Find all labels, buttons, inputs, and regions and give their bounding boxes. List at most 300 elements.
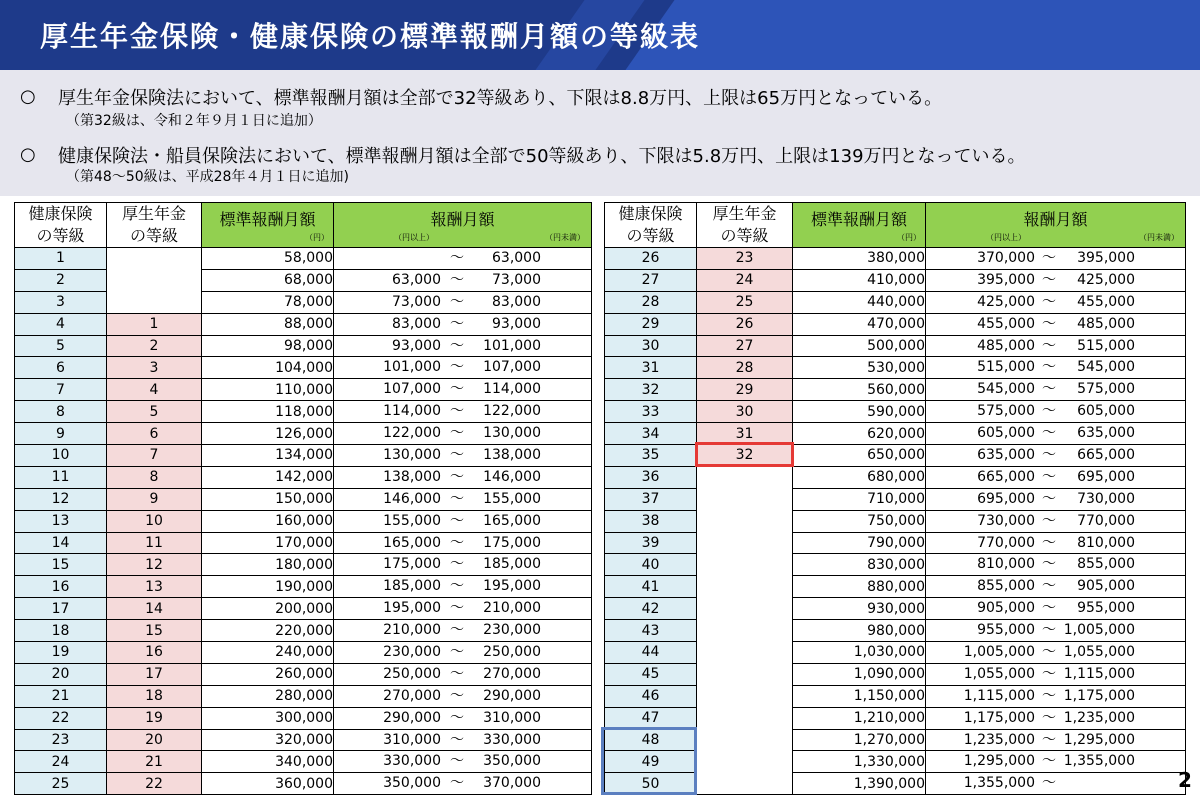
- range-low: 73,000: [392, 293, 441, 310]
- tilde-mark: ～: [1042, 381, 1056, 398]
- range-low: 1,355,000: [963, 775, 1035, 792]
- range-high: 770,000: [1077, 512, 1135, 529]
- nenkin-grade-cell: 10: [107, 510, 202, 532]
- range-cell: [926, 313, 1186, 335]
- range-low: 101,000: [383, 359, 441, 376]
- nenkin-grade-cell: 4: [107, 379, 202, 401]
- kenpo-grade-cell: 27: [605, 269, 697, 291]
- range-high: 1,005,000: [1063, 622, 1135, 639]
- range-high: 230,000: [483, 622, 541, 639]
- nenkin-grade-cell: 3: [107, 357, 202, 379]
- standard-amount-cell: 88,000: [202, 313, 334, 335]
- tilde-mark: ～: [1042, 359, 1056, 376]
- kenpo-grade-cell: 30: [605, 335, 697, 357]
- intro-text-1: 厚生年金保険法において、標準報酬月額は全部で32等級あり、下限は8.8万円、上限は65万円となっている。: [58, 88, 943, 109]
- range-high: 605,000: [1077, 403, 1135, 420]
- table-row: [15, 379, 592, 401]
- table-row: [605, 663, 1186, 685]
- standard-amount-cell: 220,000: [202, 620, 334, 642]
- range-cell: [926, 488, 1186, 510]
- range-cell: [334, 335, 592, 357]
- range-high: 370,000: [483, 775, 541, 792]
- range-cell: [334, 379, 592, 401]
- range-low: 1,235,000: [963, 731, 1035, 748]
- nenkin-grade-blank: [107, 248, 202, 314]
- tilde-mark: ～: [1042, 644, 1056, 661]
- range-low: 63,000: [392, 271, 441, 288]
- table-row: [15, 598, 592, 620]
- page-title: 厚生年金保険・健康保険の標準報酬月額の等級表: [40, 20, 701, 53]
- range-cell: [926, 357, 1186, 379]
- range-low: 515,000: [977, 359, 1035, 376]
- range-high: 1,055,000: [1063, 644, 1135, 661]
- range-cell: [334, 751, 592, 773]
- grade-table-right: [604, 202, 1186, 795]
- nenkin-grade-cell: 23: [697, 248, 793, 270]
- kenpo-grade-cell: 19: [15, 642, 107, 664]
- range-high: 122,000: [483, 403, 541, 420]
- tilde-mark: ～: [450, 490, 464, 507]
- range-cell: [926, 379, 1186, 401]
- tilde-mark: ～: [450, 709, 464, 726]
- kenpo-grade-cell: 21: [15, 685, 107, 707]
- grade-table-left: [14, 202, 592, 795]
- kenpo-grade-cell: 5: [15, 335, 107, 357]
- nenkin-grade-cell: 30: [697, 401, 793, 423]
- range-low: 83,000: [392, 315, 441, 332]
- tilde-mark: ～: [450, 468, 464, 485]
- range-cell: [926, 269, 1186, 291]
- range-high: 93,000: [492, 315, 541, 332]
- kenpo-grade-cell: 35: [605, 445, 697, 467]
- tilde-mark: ～: [1042, 687, 1056, 704]
- range-cell: [334, 729, 592, 751]
- range-high: 138,000: [483, 447, 541, 464]
- kenpo-grade-cell: 49: [605, 751, 697, 773]
- kenpo-grade-cell: 6: [15, 357, 107, 379]
- kenpo-grade-cell: 16: [15, 576, 107, 598]
- table-row: [605, 248, 1186, 270]
- range-cell: [334, 642, 592, 664]
- range-low: 310,000: [383, 731, 441, 748]
- range-cell: [926, 773, 1186, 795]
- kenpo-grade-cell: 10: [15, 445, 107, 467]
- tilde-mark: ～: [1042, 425, 1056, 442]
- standard-amount-cell: 590,000: [793, 401, 926, 423]
- nenkin-grade-cell: 17: [107, 663, 202, 685]
- range-low: 270,000: [383, 687, 441, 704]
- table-row: [605, 423, 1186, 445]
- range-low: 175,000: [383, 556, 441, 573]
- table-row: [15, 751, 592, 773]
- kenpo-grade-cell: 33: [605, 401, 697, 423]
- tilde-mark: ～: [450, 425, 464, 442]
- standard-amount-cell: 1,210,000: [793, 707, 926, 729]
- kenpo-grade-cell: 38: [605, 510, 697, 532]
- standard-amount-cell: 200,000: [202, 598, 334, 620]
- standard-amount-cell: 380,000: [793, 248, 926, 270]
- header-nenkin-grade: 厚生年金 の等級: [107, 203, 202, 248]
- range-high: 635,000: [1077, 425, 1135, 442]
- range-cell: [334, 773, 592, 795]
- kenpo-grade-cell: 42: [605, 598, 697, 620]
- range-high: 310,000: [483, 709, 541, 726]
- range-low: 730,000: [977, 512, 1035, 529]
- range-high: 107,000: [483, 359, 541, 376]
- nenkin-grade-cell: 26: [697, 313, 793, 335]
- range-low: 230,000: [383, 644, 441, 661]
- range-high: 165,000: [483, 512, 541, 529]
- standard-amount-cell: 142,000: [202, 466, 334, 488]
- standard-amount-cell: 260,000: [202, 663, 334, 685]
- nenkin-grade-cell: 11: [107, 532, 202, 554]
- kenpo-grade-cell: 26: [605, 248, 697, 270]
- standard-amount-cell: 470,000: [793, 313, 926, 335]
- standard-amount-cell: 104,000: [202, 357, 334, 379]
- range-high: 130,000: [483, 425, 541, 442]
- standard-amount-cell: 560,000: [793, 379, 926, 401]
- kenpo-grade-cell: 1: [15, 248, 107, 270]
- nenkin-grade-cell: 18: [107, 685, 202, 707]
- table-row: [15, 488, 592, 510]
- standard-amount-cell: 170,000: [202, 532, 334, 554]
- nenkin-grade-cell: 29: [697, 379, 793, 401]
- standard-amount-cell: 1,330,000: [793, 751, 926, 773]
- tilde-mark: ～: [1042, 775, 1056, 792]
- header-kenpo-grade: 健康保険 の等級: [15, 203, 107, 248]
- range-cell: [926, 532, 1186, 554]
- tilde-mark: ～: [450, 556, 464, 573]
- range-low: 575,000: [977, 403, 1035, 420]
- range-low: 185,000: [383, 578, 441, 595]
- kenpo-grade-cell: 8: [15, 401, 107, 423]
- range-cell: [334, 313, 592, 335]
- range-cell: [334, 663, 592, 685]
- range-cell: [926, 751, 1186, 773]
- kenpo-grade-cell: 45: [605, 663, 697, 685]
- table-row: [15, 773, 592, 795]
- range-cell: [334, 269, 592, 291]
- bullet-icon: ○: [20, 144, 36, 165]
- tilde-mark: ～: [1042, 271, 1056, 288]
- table-row: [605, 291, 1186, 313]
- intro-note-1: （第32級は、令和２年９月１日に追加）: [66, 113, 322, 129]
- kenpo-grade-cell: 31: [605, 357, 697, 379]
- kenpo-grade-cell: 25: [15, 773, 107, 795]
- kenpo-grade-cell: 4: [15, 313, 107, 335]
- range-low: 165,000: [383, 534, 441, 551]
- standard-amount-cell: 126,000: [202, 423, 334, 445]
- standard-amount-cell: 78,000: [202, 291, 334, 313]
- range-high: 395,000: [1077, 250, 1135, 266]
- table-row: [605, 598, 1186, 620]
- range-high: 250,000: [483, 644, 541, 661]
- range-high: 515,000: [1077, 337, 1135, 354]
- table-row: [605, 335, 1186, 357]
- range-low: 195,000: [383, 600, 441, 617]
- kenpo-grade-cell: 22: [15, 707, 107, 729]
- nenkin-grade-cell: 31: [697, 423, 793, 445]
- table-row: [605, 510, 1186, 532]
- nenkin-grade-cell: 6: [107, 423, 202, 445]
- range-low: 370,000: [977, 250, 1035, 266]
- kenpo-grade-cell: 7: [15, 379, 107, 401]
- kenpo-grade-cell: 12: [15, 488, 107, 510]
- tilde-mark: ～: [450, 403, 464, 420]
- table-row: [605, 620, 1186, 642]
- range-low: 155,000: [383, 512, 441, 529]
- range-cell: [334, 466, 592, 488]
- tilde-mark: ～: [1042, 293, 1056, 310]
- range-low: 146,000: [383, 490, 441, 507]
- standard-amount-cell: 1,030,000: [793, 642, 926, 664]
- standard-amount-cell: 118,000: [202, 401, 334, 423]
- kenpo-grade-cell: 11: [15, 466, 107, 488]
- table-row: [15, 620, 592, 642]
- range-cell: [334, 423, 592, 445]
- standard-amount-cell: 180,000: [202, 554, 334, 576]
- range-low: 1,175,000: [963, 709, 1035, 726]
- nenkin-grade-cell: 5: [107, 401, 202, 423]
- kenpo-grade-cell: 17: [15, 598, 107, 620]
- range-cell: [926, 663, 1186, 685]
- tilde-mark: ～: [1042, 622, 1056, 639]
- tilde-mark: ～: [450, 337, 464, 354]
- range-cell: [926, 685, 1186, 707]
- range-high: 485,000: [1077, 315, 1135, 332]
- table-row: [15, 707, 592, 729]
- range-cell: [926, 248, 1186, 270]
- header-nenkin-grade: 厚生年金 の等級: [697, 203, 793, 248]
- tilde-mark: ～: [450, 731, 464, 748]
- kenpo-grade-cell: 44: [605, 642, 697, 664]
- nenkin-grade-cell: 22: [107, 773, 202, 795]
- range-high: 175,000: [483, 534, 541, 551]
- range-high: 1,175,000: [1063, 687, 1135, 704]
- range-low: 330,000: [383, 753, 441, 770]
- tilde-mark: ～: [450, 775, 464, 792]
- standard-amount-cell: 1,270,000: [793, 729, 926, 751]
- page-number: 2: [1178, 768, 1192, 792]
- range-cell: [334, 576, 592, 598]
- range-high: 1,295,000: [1063, 731, 1135, 748]
- table-row: [605, 576, 1186, 598]
- range-cell: [334, 510, 592, 532]
- standard-amount-cell: 1,090,000: [793, 663, 926, 685]
- range-low: 250,000: [383, 665, 441, 682]
- nenkin-grade-cell: 24: [697, 269, 793, 291]
- range-cell: [334, 685, 592, 707]
- range-cell: [334, 554, 592, 576]
- standard-amount-cell: 134,000: [202, 445, 334, 467]
- table-row: [15, 313, 592, 335]
- range-high: 955,000: [1077, 600, 1135, 617]
- tilde-mark: ～: [1042, 534, 1056, 551]
- table-row: [605, 707, 1186, 729]
- standard-amount-cell: 880,000: [793, 576, 926, 598]
- kenpo-grade-cell: 34: [605, 423, 697, 445]
- standard-amount-cell: 98,000: [202, 335, 334, 357]
- nenkin-grade-cell: 16: [107, 642, 202, 664]
- tilde-mark: ～: [450, 644, 464, 661]
- kenpo-grade-cell: 36: [605, 466, 697, 488]
- standard-amount-cell: 160,000: [202, 510, 334, 532]
- table-row: [15, 466, 592, 488]
- tilde-mark: ～: [1042, 556, 1056, 573]
- tilde-mark: ～: [450, 622, 464, 639]
- standard-amount-cell: 680,000: [793, 466, 926, 488]
- header-stripe: [625, 0, 1200, 70]
- kenpo-grade-cell: 23: [15, 729, 107, 751]
- table-row: [605, 401, 1186, 423]
- range-high: 210,000: [483, 600, 541, 617]
- table-row: [15, 554, 592, 576]
- table-row: [15, 576, 592, 598]
- kenpo-grade-cell: 48: [605, 729, 697, 751]
- nenkin-grade-cell: 25: [697, 291, 793, 313]
- range-cell: [926, 335, 1186, 357]
- table-row: [605, 532, 1186, 554]
- range-high: 73,000: [492, 271, 541, 288]
- nenkin-grade-cell: 1: [107, 313, 202, 335]
- standard-amount-cell: 980,000: [793, 620, 926, 642]
- range-cell: [926, 729, 1186, 751]
- table-row: [15, 663, 592, 685]
- range-high: 855,000: [1077, 556, 1135, 573]
- nenkin-grade-cell: 12: [107, 554, 202, 576]
- tilde-mark: ～: [1042, 578, 1056, 595]
- range-high: 730,000: [1077, 490, 1135, 507]
- nenkin-grade-cell: 13: [107, 576, 202, 598]
- range-cell: [334, 291, 592, 313]
- table-row: [15, 357, 592, 379]
- tilde-mark: ～: [450, 512, 464, 529]
- standard-amount-cell: 930,000: [793, 598, 926, 620]
- kenpo-grade-cell: 20: [15, 663, 107, 685]
- standard-amount-cell: 440,000: [793, 291, 926, 313]
- range-high: 905,000: [1077, 578, 1135, 595]
- range-cell: [926, 445, 1186, 467]
- table-row: [15, 401, 592, 423]
- standard-amount-cell: 58,000: [202, 248, 334, 270]
- kenpo-grade-cell: 32: [605, 379, 697, 401]
- range-cell: [926, 423, 1186, 445]
- tilde-mark: ～: [1042, 250, 1056, 266]
- range-cell: [926, 620, 1186, 642]
- tilde-mark: ～: [1042, 337, 1056, 354]
- tilde-mark: ～: [450, 447, 464, 464]
- range-cell: [926, 466, 1186, 488]
- range-high: 810,000: [1077, 534, 1135, 551]
- tilde-mark: ～: [450, 293, 464, 310]
- range-low: 114,000: [383, 403, 441, 420]
- standard-amount-cell: 710,000: [793, 488, 926, 510]
- range-high: 114,000: [483, 381, 541, 398]
- nenkin-grade-cell: 7: [107, 445, 202, 467]
- table-row: [605, 466, 1186, 488]
- table-row: [15, 291, 592, 313]
- range-low: 455,000: [977, 315, 1035, 332]
- kenpo-grade-cell: 2: [15, 269, 107, 291]
- standard-amount-cell: 500,000: [793, 335, 926, 357]
- range-high: 270,000: [483, 665, 541, 682]
- table-row: [15, 642, 592, 664]
- kenpo-grade-cell: 46: [605, 685, 697, 707]
- range-high: 155,000: [483, 490, 541, 507]
- range-high: 1,235,000: [1063, 709, 1135, 726]
- standard-amount-cell: 830,000: [793, 554, 926, 576]
- table-row: [605, 269, 1186, 291]
- standard-amount-cell: 1,390,000: [793, 773, 926, 795]
- range-high: 290,000: [483, 687, 541, 704]
- range-high: 195,000: [483, 578, 541, 595]
- nenkin-grade-cell: 20: [107, 729, 202, 751]
- kenpo-grade-cell: 9: [15, 423, 107, 445]
- standard-amount-cell: 650,000: [793, 445, 926, 467]
- standard-amount-cell: 300,000: [202, 707, 334, 729]
- slide-header: [0, 0, 1200, 70]
- range-cell: [334, 598, 592, 620]
- table-row: [605, 379, 1186, 401]
- range-high: 330,000: [483, 731, 541, 748]
- standard-amount-cell: 750,000: [793, 510, 926, 532]
- kenpo-grade-cell: 37: [605, 488, 697, 510]
- range-cell: [334, 532, 592, 554]
- tilde-mark: ～: [450, 753, 464, 770]
- range-cell: [334, 620, 592, 642]
- nenkin-grade-cell: 21: [107, 751, 202, 773]
- table-row: [15, 423, 592, 445]
- table-row: [15, 445, 592, 467]
- standard-amount-cell: 360,000: [202, 773, 334, 795]
- range-low: 210,000: [383, 622, 441, 639]
- range-cell: [334, 488, 592, 510]
- table-row: [15, 269, 592, 291]
- intro-note-2: （第48～50級は、平成28年４月１日に追加): [66, 169, 349, 185]
- table-row: [15, 729, 592, 751]
- range-high: 350,000: [483, 753, 541, 770]
- header-range: 報酬月額 （円以上） （円未満）: [926, 203, 1186, 248]
- header-standard: 標準報酬月額 （円）: [793, 203, 926, 248]
- range-high: 185,000: [483, 556, 541, 573]
- table-row: [15, 335, 592, 357]
- range-low: 770,000: [977, 534, 1035, 551]
- range-cell: [334, 357, 592, 379]
- table-row: [605, 357, 1186, 379]
- range-low: 485,000: [977, 337, 1035, 354]
- range-low: 130,000: [383, 447, 441, 464]
- table-row: [605, 313, 1186, 335]
- tilde-mark: ～: [450, 600, 464, 617]
- range-low: 107,000: [383, 381, 441, 398]
- range-low: 122,000: [383, 425, 441, 442]
- bullet-icon: ○: [20, 86, 36, 107]
- standard-amount-cell: 340,000: [202, 751, 334, 773]
- range-low: 425,000: [977, 293, 1035, 310]
- range-high: 425,000: [1077, 271, 1135, 288]
- table-row: [605, 488, 1186, 510]
- header-kenpo-grade: 健康保険 の等級: [605, 203, 697, 248]
- tilde-mark: ～: [450, 315, 464, 332]
- range-high: 575,000: [1077, 381, 1135, 398]
- range-cell: [334, 401, 592, 423]
- highlight-box-grades-48-50: [601, 727, 697, 795]
- kenpo-grade-cell: 47: [605, 707, 697, 729]
- range-low: 635,000: [977, 447, 1035, 464]
- kenpo-grade-cell: 24: [15, 751, 107, 773]
- kenpo-grade-cell: 43: [605, 620, 697, 642]
- table-row: [15, 532, 592, 554]
